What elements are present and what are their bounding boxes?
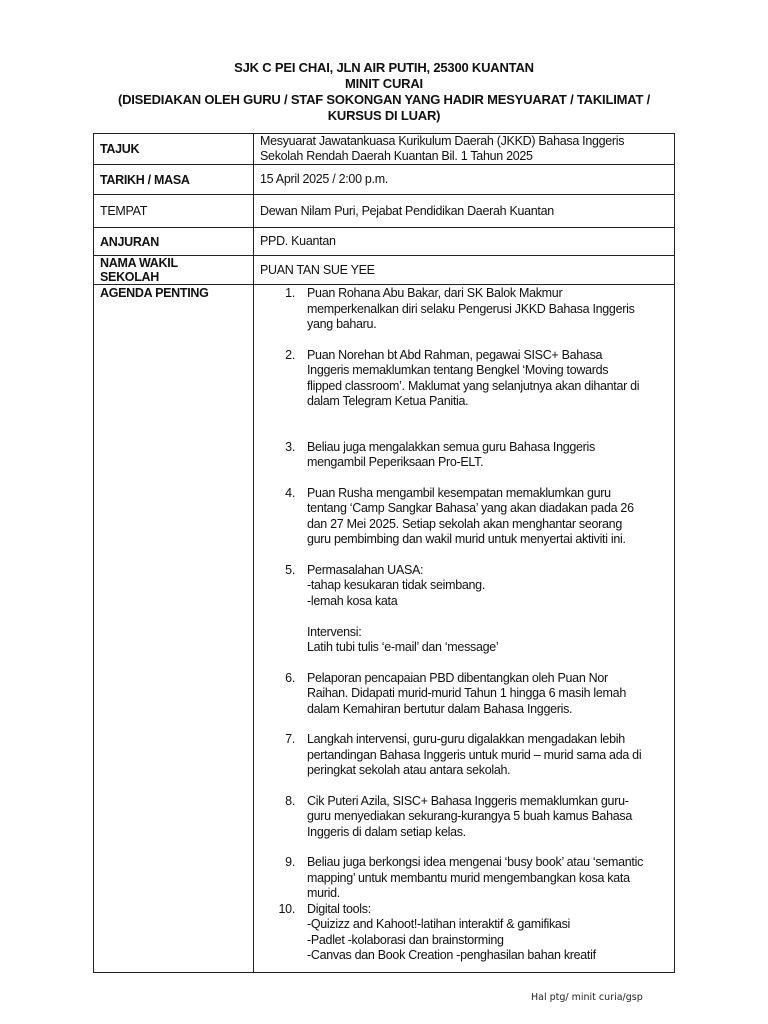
agenda-item-line: guru pembimbing dan wakil murid untuk menyertai aktiviti ini. bbox=[307, 532, 626, 546]
agenda-item-line: Puan Rusha mengambil kesempatan memaklumkan guru bbox=[307, 485, 611, 500]
agenda-item-line: memperkenalkan diri selaku Pengerusi JKKD Bahasa Inggeris bbox=[307, 301, 635, 316]
agenda-item bbox=[260, 486, 668, 548]
tempat-value: Dewan Nilam Puri, Pejabat Pendidikan Daerah Kuantan bbox=[254, 195, 675, 228]
agenda-item-number: 5. bbox=[285, 562, 295, 577]
agenda-item-line: -Canvas dan Book Creation -penghasilan bahan kreatif bbox=[307, 948, 596, 962]
agenda-item-line: yang baharu. bbox=[307, 317, 377, 331]
agenda-item-number: 3. bbox=[285, 439, 295, 454]
agenda-item-line: guru menyediakan sekurang-kurangya 5 buah kamus Bahasa bbox=[307, 809, 632, 823]
agenda-item-line: tentang ‘Camp Sangkar Bahasa’ yang akan diadakan pada 26 bbox=[307, 501, 634, 515]
tarikh-value: 15 April 2025 / 2:00 p.m. bbox=[254, 165, 675, 195]
document-header bbox=[0, 60, 768, 124]
row-tajuk bbox=[94, 134, 675, 165]
row-wakil bbox=[94, 256, 675, 285]
row-anjuran bbox=[94, 228, 675, 256]
agenda-item-line: Puan Rohana Abu Bakar, dari SK Balok Makmur bbox=[307, 286, 563, 300]
agenda-item-number: 7. bbox=[285, 732, 295, 746]
row-tempat bbox=[94, 195, 675, 228]
agenda-item-line: -Quizizz and Kahoot!-latihan interaktif & gamifikasi bbox=[307, 917, 571, 931]
agenda-item-line: -tahap kesukaran tidak seimbang. bbox=[307, 578, 486, 592]
agenda-item-line: Langkah intervensi, guru-guru digalakkan mengadakan lebih bbox=[307, 732, 625, 746]
row-tarikh bbox=[94, 165, 675, 195]
document-subtitle-line2: KURSUS DI LUAR) bbox=[327, 108, 441, 123]
agenda-item bbox=[260, 440, 668, 471]
agenda-item-line: pertandingan Bahasa Inggeris untuk murid – murid sama ada di bbox=[307, 747, 642, 762]
agenda-item-number: 9. bbox=[285, 855, 295, 869]
wakil-value: PUAN TAN SUE YEE bbox=[254, 256, 675, 285]
document-title: MINIT CURAI bbox=[345, 76, 423, 91]
tarikh-label: TARIKH / MASA bbox=[94, 165, 254, 195]
school-name: SJK C PEI CHAI, JLN AIR PUTIH, 25300 KUANTAN bbox=[234, 60, 534, 75]
row-agenda bbox=[94, 285, 675, 973]
agenda-item bbox=[260, 671, 668, 718]
agenda-item-number: 10. bbox=[278, 901, 295, 916]
agenda-item-line: -Padlet -kolaborasi dan brainstorming bbox=[307, 932, 504, 947]
agenda-item-line: flipped classroom’. Maklumat yang selanjutnya akan dihantar di bbox=[307, 378, 640, 393]
agenda-item-line: dalam Kemahiran bertutur dalam Bahasa Inggeris. bbox=[307, 701, 573, 716]
agenda-item-line: mapping’ untuk membantu murid mengembangkan kosa kata bbox=[307, 870, 630, 885]
agenda-item-number: 1. bbox=[285, 286, 295, 300]
agenda-item-line: Puan Norehan bt Abd Rahman, pegawai SISC+ Bahasa bbox=[307, 347, 603, 362]
agenda-item bbox=[260, 563, 668, 656]
tajuk-value-line2: Sekolah Rendah Daerah Kuantan Bil. 1 Tahun 2025 bbox=[260, 149, 533, 163]
agenda-item bbox=[260, 286, 668, 333]
agenda-item-line: dan 27 Mei 2025. Setiap sekolah akan menghantar seorang bbox=[307, 516, 622, 531]
agenda-item-line: -lemah kosa kata bbox=[307, 593, 398, 608]
agenda-item-line: Pelaporan pencapaian PBD dibentangkan oleh Puan Nor bbox=[307, 670, 608, 685]
document-subtitle-line1: (DISEDIAKAN OLEH GURU / STAF SOKONGAN YANG HADIR MESYUARAT / TAKILIMAT / bbox=[117, 92, 651, 107]
agenda-list bbox=[260, 286, 668, 964]
agenda-item-line: Cik Puteri Azila, SISC+ Bahasa Inggeris memaklumkan guru- bbox=[307, 793, 629, 808]
agenda-item-line: Beliau juga mengalakkan semua guru Bahasa Inggeris bbox=[307, 439, 595, 454]
agenda-item bbox=[260, 732, 668, 779]
agenda-item-line: Raihan. Didapati murid-murid Tahun 1 hingga 6 masih lemah bbox=[307, 686, 626, 700]
agenda-item-line: Intervensi: bbox=[307, 624, 362, 639]
agenda-item-line: Latih tubi tulis ‘e-mail’ dan ‘message’ bbox=[307, 640, 499, 654]
wakil-label-line2: SEKOLAH bbox=[100, 270, 160, 284]
agenda-item-line: dalam Telegram Ketua Panitia. bbox=[307, 394, 469, 408]
tajuk-label: TAJUK bbox=[94, 134, 254, 165]
agenda-item-line: peringkat sekolah atau antara sekolah. bbox=[307, 763, 511, 777]
agenda-item bbox=[260, 855, 668, 902]
anjuran-value: PPD. Kuantan bbox=[254, 228, 675, 256]
agenda-item-number: 4. bbox=[285, 485, 295, 500]
tajuk-value bbox=[254, 134, 675, 165]
agenda-item-line: Inggeris di dalam setiap kelas. bbox=[307, 824, 466, 839]
agenda-item bbox=[260, 348, 668, 410]
minutes-table bbox=[93, 133, 675, 973]
tempat-label: TEMPAT bbox=[94, 195, 254, 228]
agenda-item-line: Beliau juga berkongsi idea mengenai ‘busy book’ atau ‘semantic bbox=[307, 855, 644, 869]
wakil-label-line1: NAMA WAKIL bbox=[100, 256, 178, 270]
agenda-item-line: Digital tools: bbox=[307, 901, 371, 916]
wakil-label bbox=[94, 256, 254, 285]
agenda-item-number: 2. bbox=[285, 347, 295, 362]
agenda-item-line: Permasalahan UASA: bbox=[307, 562, 424, 577]
agenda-item-line bbox=[307, 609, 668, 625]
agenda-item-line: murid. bbox=[307, 886, 340, 900]
agenda-item bbox=[260, 902, 668, 964]
agenda-item-line: Inggeris memaklumkan tentang Bengkel ‘Moving towards bbox=[307, 363, 609, 377]
tajuk-value-line1: Mesyuarat Jawatankuasa Kurikulum Daerah (JKKD) Bahasa Inggeris bbox=[260, 134, 625, 148]
agenda-item-number: 6. bbox=[285, 670, 295, 685]
footer-reference: Hal ptg/ minit curia/gsp bbox=[531, 992, 643, 1003]
agenda-item-number: 8. bbox=[285, 793, 295, 808]
anjuran-label: ANJURAN bbox=[94, 228, 254, 256]
agenda-item-line: mengambil Peperiksaan Pro-ELT. bbox=[307, 455, 484, 469]
agenda-content bbox=[254, 285, 675, 973]
agenda-item bbox=[260, 794, 668, 841]
agenda-label: AGENDA PENTING bbox=[94, 285, 254, 973]
